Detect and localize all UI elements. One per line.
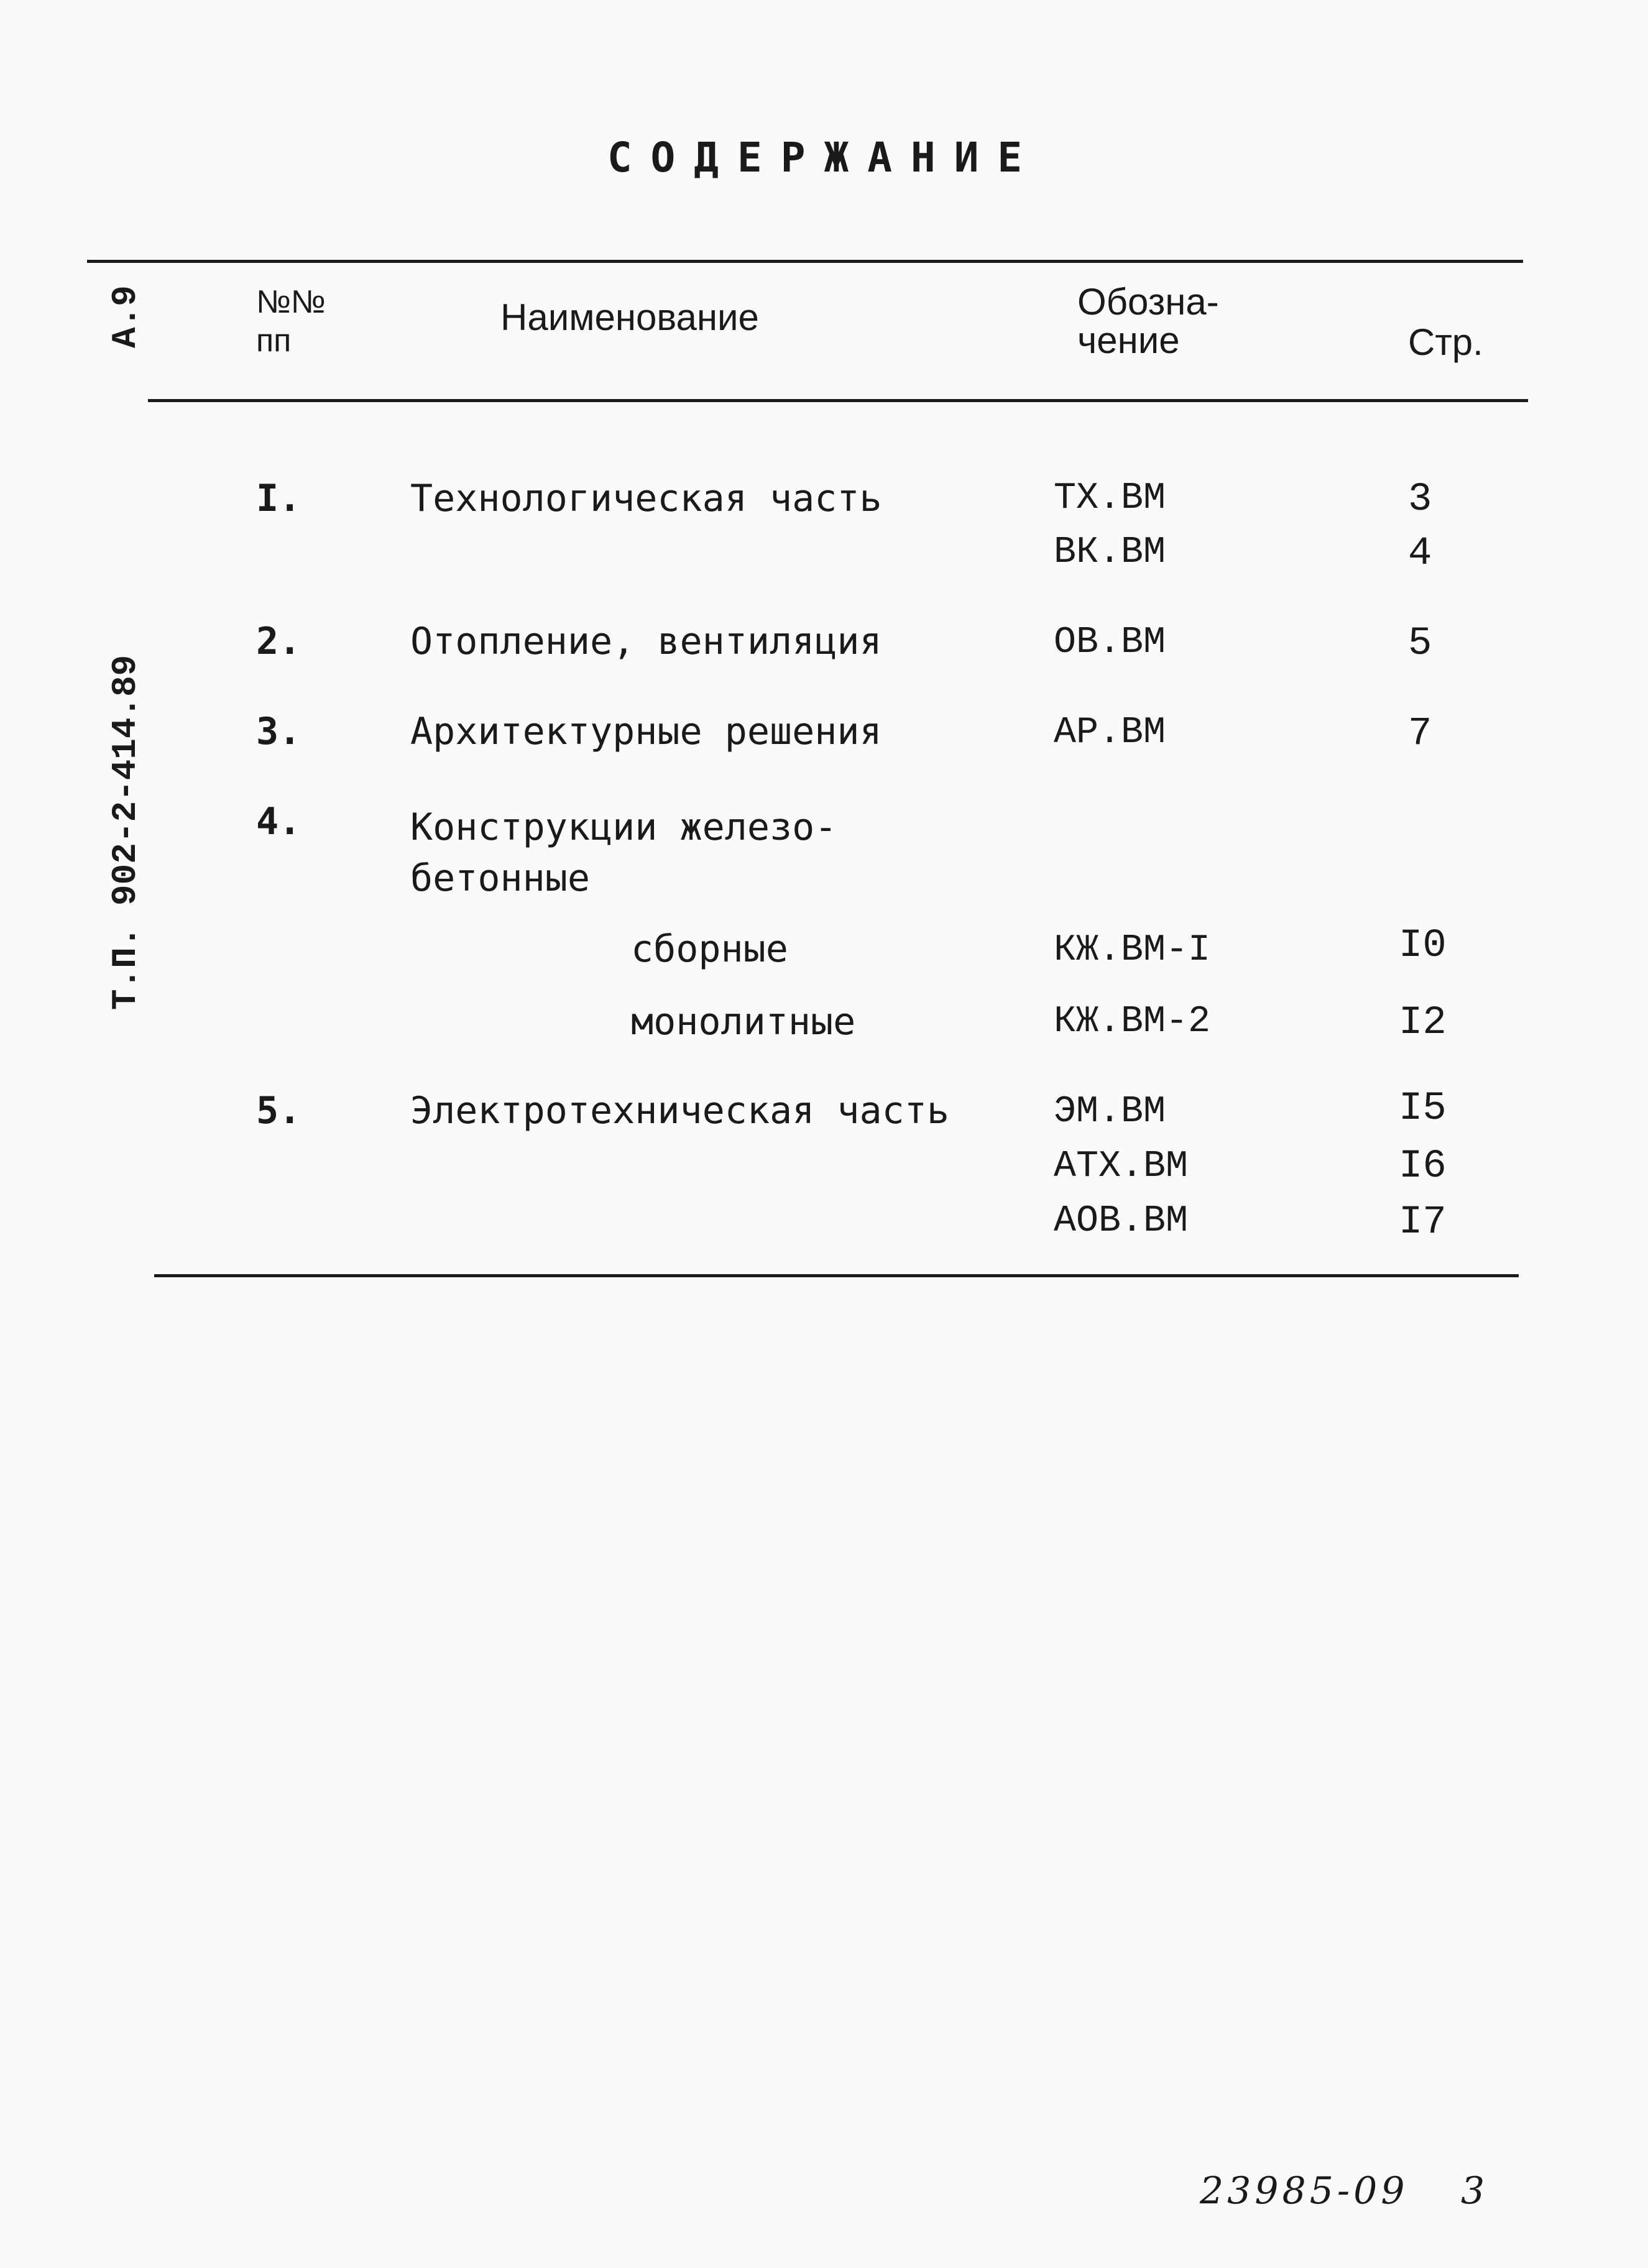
row-name: Технологическая часть: [410, 477, 882, 520]
entry-page: 4: [1408, 531, 1432, 576]
row-num: 5.: [256, 1089, 302, 1132]
row-name: Электротехническая часть: [410, 1089, 949, 1132]
header-page: Стр.: [1408, 321, 1483, 363]
entry-page: I7: [1399, 1200, 1447, 1245]
entry-code: АР.ВМ: [1054, 712, 1166, 754]
row-name: Конструкции железо- бетонные: [410, 806, 837, 900]
row-num: I.: [256, 477, 302, 520]
entry-page: I0: [1399, 924, 1447, 968]
header-designation: Обозна- чение: [1077, 281, 1219, 361]
entry-page: 3: [1408, 477, 1432, 522]
row-num: 4.: [256, 800, 302, 843]
entry-page: I2: [1399, 1001, 1447, 1045]
row-num: 3.: [256, 710, 302, 753]
entry-code: КЖ.ВМ-I: [1054, 929, 1211, 971]
entry-code: ОВ.ВМ: [1054, 622, 1166, 664]
entry-code: КЖ.ВМ-2: [1054, 1001, 1211, 1043]
entry-code: АТХ.ВМ: [1054, 1145, 1189, 1188]
page-title: СОДЕРЖАНИЕ: [607, 134, 1041, 181]
row-name: Отопление, вентиляция: [410, 620, 882, 663]
entry-code: ЭМ.ВМ: [1054, 1091, 1166, 1133]
sub-row-name: сборные: [631, 927, 788, 971]
row-name: Архитектурные решения: [410, 710, 882, 753]
header-num: №№ пп: [256, 284, 326, 359]
inventory-number: 23985-09: [1200, 2169, 1409, 2213]
bottom-rule: [154, 1274, 1519, 1277]
entry-code: АОВ.ВМ: [1054, 1200, 1189, 1242]
sheet-number: 3: [1461, 2169, 1489, 2213]
entry-page: 5: [1408, 622, 1432, 666]
entry-page: 7: [1408, 712, 1432, 756]
header-rule: [148, 399, 1528, 402]
header-name: Наименование: [500, 296, 759, 338]
top-rule: [87, 260, 1523, 263]
side-code-label: А.9: [106, 285, 145, 348]
entry-page: I5: [1399, 1086, 1447, 1131]
row-num: 2.: [256, 620, 302, 663]
entry-code: ТХ.ВМ: [1054, 477, 1166, 520]
sub-row-name: монолитные: [631, 1000, 856, 1044]
side-project-label: Т.П. 902-2-414.89: [106, 654, 145, 1010]
entry-page: I6: [1399, 1144, 1447, 1189]
entry-code: ВК.ВМ: [1054, 531, 1166, 574]
